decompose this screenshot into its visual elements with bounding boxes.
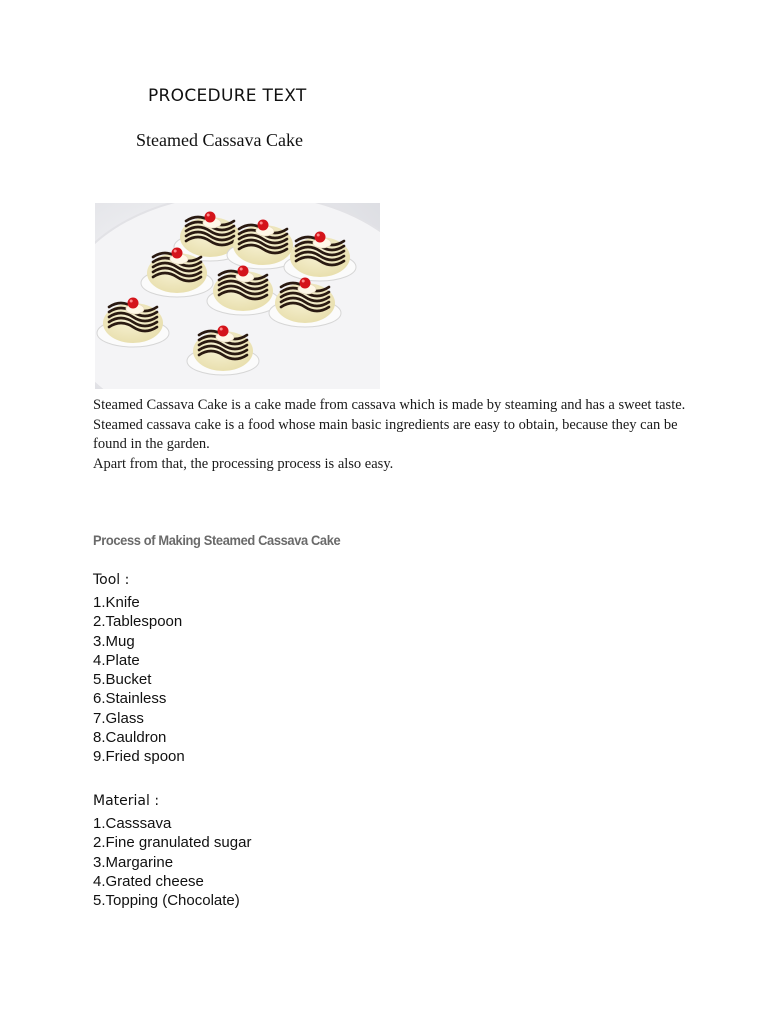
tools-list (93, 593, 185, 767)
materials-list (93, 814, 251, 910)
cake-photo-illustration (95, 203, 380, 389)
list-item: 5.Bucket (93, 671, 152, 689)
list-item: 4.Grated cheese (93, 872, 204, 890)
list-item: 1.Casssava (93, 815, 172, 832)
list-item: 9.Fried spoon (93, 748, 185, 766)
list-item: 7.Glass (93, 709, 144, 727)
list-item: 2.Fine granulated sugar (93, 834, 252, 852)
list-item: 5.Topping (Chocolate) (93, 892, 240, 910)
document-heading: PROCEDURE TEXT (148, 86, 307, 106)
intro-paragraph-2: Steamed cassava cake is a food whose main basic ingredients are easy to obtain, because they can be found in the garden. (93, 416, 678, 452)
document-title: Steamed Cassava Cake (136, 130, 303, 150)
cake-photo (95, 203, 380, 389)
list-item: 8.Cauldron (93, 729, 167, 747)
intro-paragraph-1: Steamed Cassava Cake is a cake made from cassava which is made by steaming and has a sweet taste. (93, 397, 686, 413)
list-item: 1.Knife (93, 594, 140, 611)
list-item: 3.Mug (93, 632, 135, 650)
list-item: 6.Stainless (93, 690, 167, 708)
tools-label: Tool : (93, 572, 130, 588)
process-title: Process of Making Steamed Cassava Cake (93, 532, 341, 548)
list-item: 4.Plate (93, 651, 140, 669)
list-item: 3.Margarine (93, 853, 174, 871)
materials-label: Material : (93, 793, 160, 809)
list-item: 2.Tablespoon (93, 613, 183, 631)
intro-text (93, 396, 693, 474)
intro-paragraph-3: Apart from that, the processing process is also easy. (93, 455, 394, 472)
